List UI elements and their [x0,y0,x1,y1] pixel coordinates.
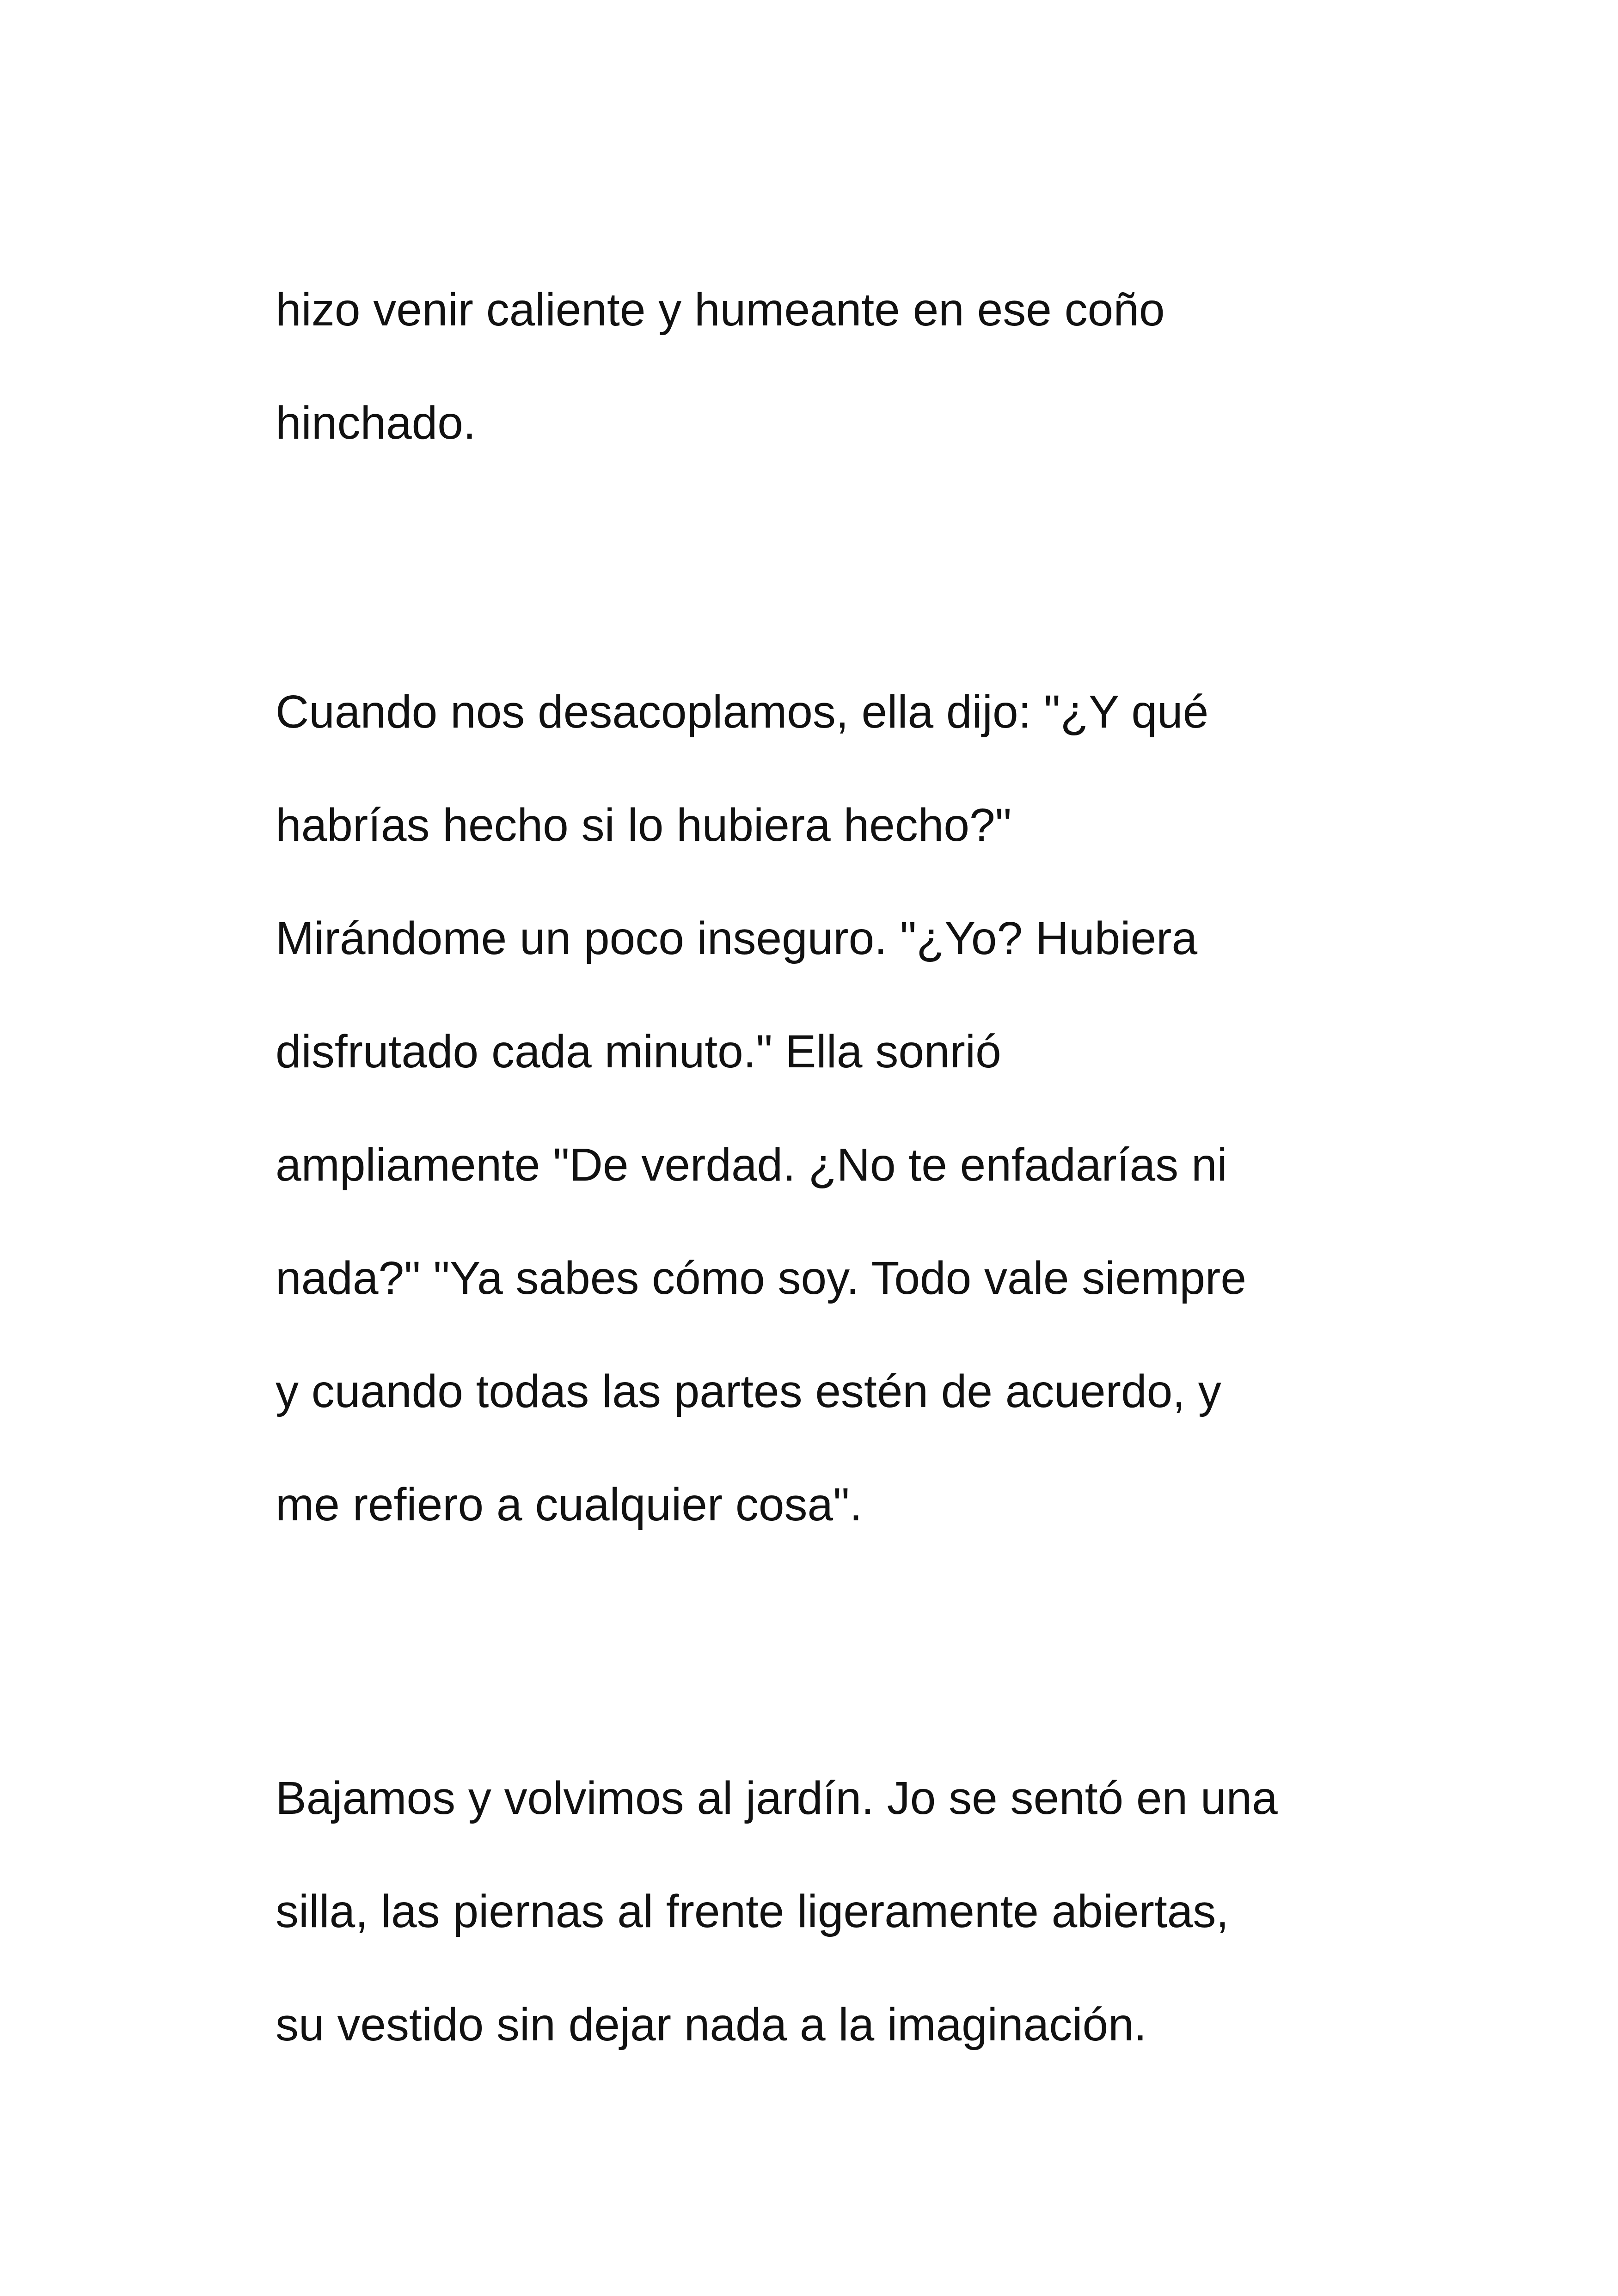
text-line: Cuando nos desacoplamos, ella dijo: "¿Y qué [276,686,1209,738]
text-line: habrías hecho si lo hubiera hecho?" [276,799,1012,851]
text-line: nada?" "Ya sabes cómo soy. Todo vale siempre [276,1252,1246,1304]
text-line: hinchado. [276,397,476,449]
text-line: disfrutado cada minuto." Ella sonrió [276,1026,1001,1078]
text-line: silla, las piernas al frente ligeramente abiertas, [276,1886,1229,1937]
text-line: y cuando todas las partes estén de acuerdo, y [276,1365,1221,1417]
text-line: ampliamente "De verdad. ¿No te enfadarías ni [276,1139,1227,1191]
text-line: su vestido sin dejar nada a la imaginación. [276,1999,1147,2051]
text-line: me refiero a cualquier cosa". [276,1479,863,1531]
text-line: Bajamos y volvimos al jardín. Jo se sentó en una [276,1772,1278,1824]
text-line: Mirándome un poco inseguro. "¿Yo? Hubiera [276,912,1198,964]
text-line: hizo venir caliente y humeante en ese coño [276,284,1165,336]
